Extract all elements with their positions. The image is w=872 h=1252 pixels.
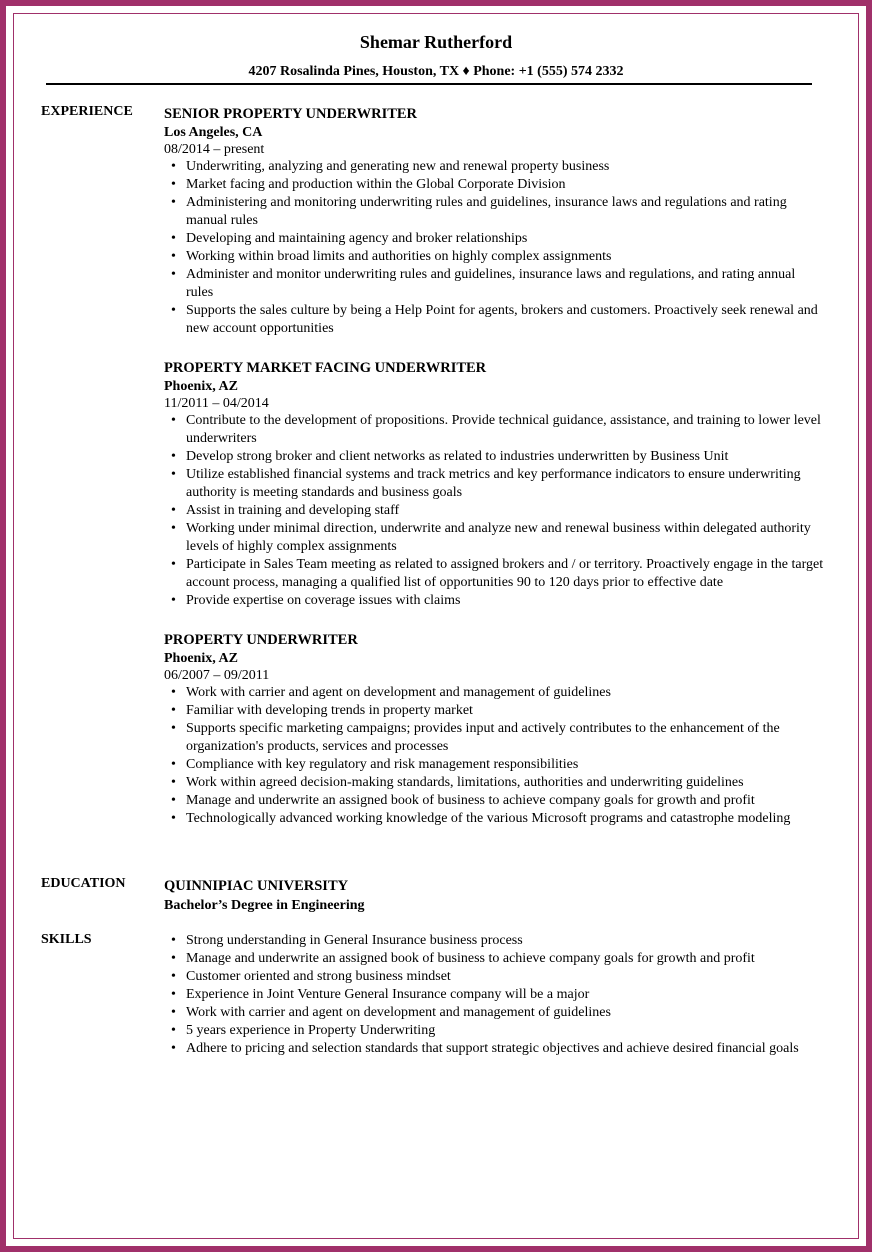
skill-item: • Experience in Joint Venture General Insurance company will be a major bbox=[164, 986, 824, 1004]
skill-item: • Customer oriented and strong business mindset bbox=[164, 968, 824, 986]
skills-label: SKILLS bbox=[41, 932, 92, 947]
skill-item: • Work with carrier and agent on development and management of guidelines bbox=[164, 1004, 824, 1022]
bullet-item: • Administer and monitor underwriting rules and guidelines, insurance laws and regulations, and rating annual rules bbox=[164, 266, 824, 302]
bullet-item: • Working under minimal direction, underwrite and analyze new and renewal business within delegated authority levels of highly complex assignments bbox=[164, 520, 824, 556]
bullet-item: • Participate in Sales Team meeting as related to assigned brokers and / or territory. Proactively engage in the target account process, managing a qualified list of opportunities 90 to 120 days prior to effective date bbox=[164, 556, 824, 592]
bullet-item: • Market facing and production within the Global Corporate Division bbox=[164, 176, 824, 194]
bullet-item: • Developing and maintaining agency and broker relationships bbox=[164, 230, 824, 248]
bullet-item: • Contribute to the development of propositions. Provide technical guidance, assistance, and training to lower level underwriters bbox=[164, 412, 824, 448]
job-location: Phoenix, AZ bbox=[164, 379, 238, 394]
degree: Bachelor’s Degree in Engineering bbox=[164, 898, 365, 913]
skills-section bbox=[164, 932, 824, 1058]
job-title: PROPERTY UNDERWRITER bbox=[164, 632, 358, 648]
bullet-item: • Manage and underwrite an assigned book of business to achieve company goals for growth and profit bbox=[164, 792, 824, 810]
bullet-item: • Underwriting, analyzing and generating new and renewal property business bbox=[164, 158, 824, 176]
bullet-item: • Work with carrier and agent on development and management of guidelines bbox=[164, 684, 824, 702]
job-entry bbox=[164, 104, 824, 338]
skill-item: • Manage and underwrite an assigned book of business to achieve company goals for growth and profit bbox=[164, 950, 824, 968]
skill-item: • 5 years experience in Property Underwriting bbox=[164, 1022, 824, 1040]
bullet-item: • Develop strong broker and client networks as related to industries underwritten by Business Unit bbox=[164, 448, 824, 466]
skill-item: • Strong understanding in General Insurance business process bbox=[164, 932, 824, 950]
job-bullets bbox=[164, 684, 824, 828]
candidate-name: Shemar Rutherford bbox=[359, 32, 513, 52]
bullet-item: • Technologically advanced working knowledge of the various Microsoft programs and catastrophe modeling bbox=[164, 810, 824, 828]
contact-line: 4207 Rosalinda Pines, Houston, TX ♦ Phone: +1 (555) 574 2332 bbox=[248, 64, 624, 79]
job-dates: 08/2014 – present bbox=[164, 142, 265, 157]
job-bullets bbox=[164, 412, 824, 610]
experience-label: EXPERIENCE bbox=[41, 104, 133, 119]
bullet-item: • Supports the sales culture by being a Help Point for agents, brokers and customers. Proactively seek renewal and new account opportunities bbox=[164, 302, 824, 338]
skills-list bbox=[164, 932, 824, 1058]
header-divider bbox=[46, 83, 812, 85]
bullet-item: • Work within agreed decision-making standards, limitations, authorities and underwriting guidelines bbox=[164, 774, 824, 792]
job-dates: 11/2011 – 04/2014 bbox=[164, 396, 269, 411]
job-entry bbox=[164, 358, 824, 610]
bullet-item: • Utilize established financial systems and track metrics and key performance indicators to ensure underwriting authority is meeting standards and business goals bbox=[164, 466, 824, 502]
job-title: SENIOR PROPERTY UNDERWRITER bbox=[164, 106, 418, 122]
job-location: Los Angeles, CA bbox=[164, 125, 263, 140]
bullet-item: • Assist in training and developing staff bbox=[164, 502, 824, 520]
job-title: PROPERTY MARKET FACING UNDERWRITER bbox=[164, 360, 487, 376]
bullet-item: • Administering and monitoring underwriting rules and guidelines, insurance laws and regulations and rating manual rules bbox=[164, 194, 824, 230]
bullet-item: • Supports specific marketing campaigns; provides input and actively contributes to the enhancement of the organization's products, services and processes bbox=[164, 720, 824, 756]
bullet-item: • Compliance with key regulatory and risk management responsibilities bbox=[164, 756, 824, 774]
job-location: Phoenix, AZ bbox=[164, 651, 238, 666]
bullet-item: • Working within broad limits and authorities on highly complex assignments bbox=[164, 248, 824, 266]
experience-section bbox=[164, 104, 824, 828]
job-dates: 06/2007 – 09/2011 bbox=[164, 668, 270, 683]
job-entry bbox=[164, 630, 824, 828]
skill-item: • Adhere to pricing and selection standards that support strategic objectives and achieve desired financial goals bbox=[164, 1040, 824, 1058]
bullet-item: • Provide expertise on coverage issues with claims bbox=[164, 592, 824, 610]
education-section bbox=[164, 876, 824, 916]
bullet-item: • Familiar with developing trends in property market bbox=[164, 702, 824, 720]
education-label: EDUCATION bbox=[41, 876, 126, 891]
school-name: QUINNIPIAC UNIVERSITY bbox=[164, 878, 349, 894]
job-bullets bbox=[164, 158, 824, 338]
